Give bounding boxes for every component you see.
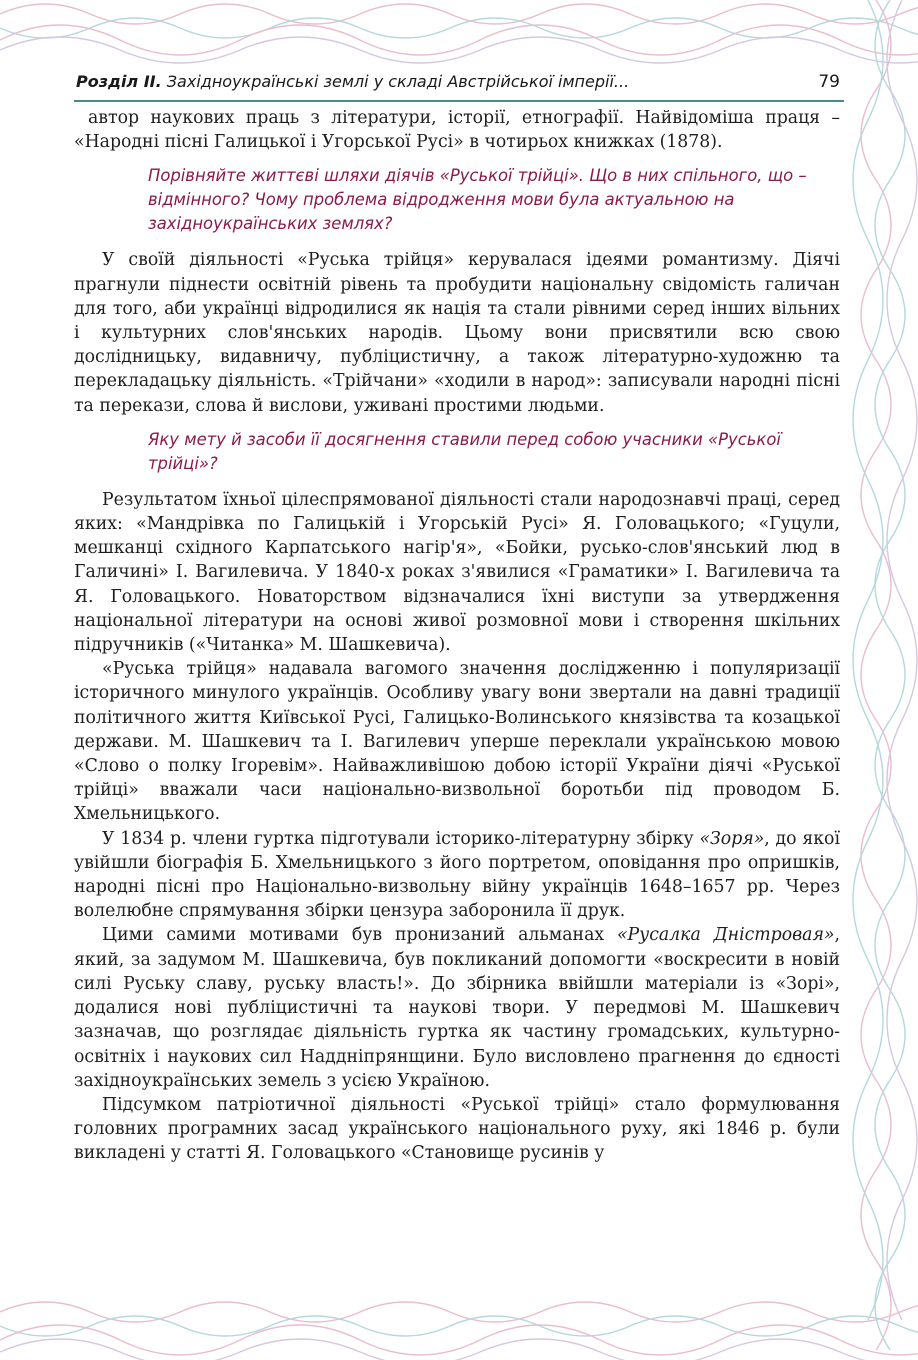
paragraph: Підсумком патріотичної діяльності «Руської трійці» стало формулювання головних програмних засад українського національного руху, які 1846 р. були викладені у статті Я. Головацького «Становище русинів у [74, 1094, 840, 1164]
right-side-ornament [853, 0, 917, 1350]
text-run: , який, за задумом М. Шашкевича, був покликаний допомогти «воскресити в новій силі Руську славу, руську власть!». До збірника ввійшли матеріали із «Зорі», додалися нові публіцистичні та наукові твори. У передмові М. Шашкевич зазначав, що розглядає діяльність гуртка як частину громадських, культурно-освітніх і наукових сил Наддніпрянщини. Було висловлено прагнення до єдності західноукраїнських земель з усією Україною. [74, 925, 840, 1091]
page-number: 79 [818, 72, 840, 92]
paragraph-continuation: автор наукових праць з літератури, історії, етнографії. Найвідоміша праця – «Народні пісні Галицької і Угорської Русі» в чотирьох книжках (1878). [74, 108, 840, 153]
italic-title: «Зоря» [699, 828, 765, 849]
paragraph: «Руська трійця» надавала вагомого значення дослідженню і популяризації історичного минулого українців. Особливу увагу вони звертали на давні традиції політичного життя Київської Русі, Галицько-Волинського князівства та козацької держави. М. Шашкевич та І. Вагилевич уперше переклали українською мовою «Слово о полку Ігоревім». Найважливішою добою історії України діячі «Руської трійці» вважали часи національно-визвольної боротьби під проводом Б. Хмельницького. [74, 659, 840, 825]
question-block-2: Яку мету й засоби її досягнення ставили перед собою учасники «Руської трійці»? [148, 429, 781, 473]
paragraph [74, 827, 840, 924]
bottom-wave-ornament [0, 1302, 918, 1360]
page-body [74, 106, 840, 1166]
italic-title: «Русалка Дністровая» [616, 925, 835, 946]
page-header [74, 64, 844, 102]
text-run: Цими самими мотивами був пронизаний альманах [102, 925, 617, 946]
paragraph: У своїй діяльності «Руська трійця» керувалася ідеями романтизму. Діячі прагнули піднести освітній рівень та пробудити національну свідомість галичан для того, аби українці відродилися як нація та стали рівними серед інших вільних і культурних слов'янських народів. Цьому вони присвятили всю свою дослідницьку, видавничу, публіцистичну, а також літературно-художню та перекладацьку діяльність. «Трійчани» «ходили в народ»: записували народні пісні та перекази, слова й вислови, уживані простими людьми. [74, 250, 840, 416]
paragraph: Результатом їхньої цілеспрямованої діяльності стали народознавчі праці, серед яких: «Мандрівка по Галицькій і Угорській Русі» Я. Головацького; «Гуцули, мешканці східного Карпатського нагір'я», «Бойки, русько-слов'янський люд в Галичині» І. Вагилевича. У 1840-х роках з'явилися «Граматики» І. Вагилевича та Я. Головацького. Новаторством відзначалися їхні виступи за утвердження національної літератури на основі живої розмовної мови і створення шкільних підручників («Читанка» М. Шашкевича). [74, 489, 840, 656]
top-wave-ornament [0, 4, 918, 63]
section-label: Розділ ІІ. [76, 72, 162, 91]
question-block-1: Порівняйте життєві шляхи діячів «Руської трійці». Що в них спільного, що – відмінного? Чому проблема відродження мови була актуальною на західноукраїнських землях? [148, 166, 807, 234]
section-title: Західноукраїнські землі у складі Австрійської імперії... [166, 72, 630, 91]
text-run: У 1834 р. члени гуртка підготували історико-літературну збірку [102, 828, 700, 849]
running-head [76, 72, 629, 91]
paragraph [74, 923, 840, 1092]
text-run: , до якої увійшли біографія Б. Хмельницького з його портретом, оповідання про опришків, народні пісні про Національно-визвольну війну українців 1648–1657 рр. Через волелюбне спрямування збірки цензура заборонила її друк. [74, 828, 840, 922]
